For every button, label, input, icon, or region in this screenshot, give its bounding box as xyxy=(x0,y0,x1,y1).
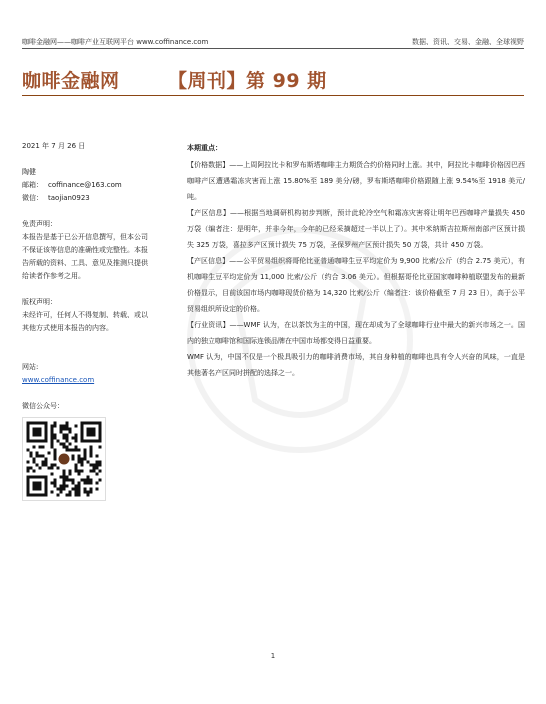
paragraph-origin-info-2: 【产区信息】——公平贸易组织将哥伦比亚普通咖啡生豆平均定价为 9,900 比索/公斤（约合 2.75 美元），有机咖啡生豆平均定价为 11,000 比索/公斤（约合 3.06 美元）。但根据哥伦比亚国家咖啡种植联盟发布的最新价格显示，目前该国市场内咖啡现货价格为 14,320 比索/公斤（编者注：该价格截至 7 月 23 日），高于公平贸易组织所设定的价格。 xyxy=(187,257,525,313)
header-right-text: 数据、资讯、交易、金融、全球视野 xyxy=(412,38,524,46)
email-row xyxy=(22,179,148,192)
disclaimer-text: 本报告是基于已公开信息撰写，但本公司不保证该等信息的准确性或完整性。本报告所载的资料、工具、意见及推测只提供给读者作参考之用。 xyxy=(22,233,148,280)
paragraph-origin-info-1: 【产区信息】——根据当地调研机构初步判断，预计此轮冷空气和霜冻灾害将让明年巴西咖啡产量损失 450 万袋（编者注：是明年，并非今年，今年的已经采摘超过一半以上了）。其中米纳斯吉拉斯州南部产区预计损失 325 万袋，喜拉多产区预计损失 75 万袋，圣保罗州产区预计损失 50 万袋，共计 450 万袋。 xyxy=(187,209,525,249)
paragraph-industry-news: 【行业资讯】——WMF 认为，在以茶饮为主的中国，现在却成为了全球咖啡行业中最大的新兴市场之一。国内的独立咖啡馆和国际连锁品牌在中国市场都变得日益重要。 xyxy=(187,321,525,345)
main-content xyxy=(187,140,525,381)
paragraph-wmf: WMF 认为，中国不仅是一个极具吸引力的咖啡消费市场，其自身种植的咖啡也具有令人兴奋的风味，一直是其他著名产区同时拼配的选择之一。 xyxy=(187,353,525,377)
title-divider xyxy=(22,95,524,96)
wechat-account-label: 微信公众号： xyxy=(22,402,64,410)
website-link[interactable]: www.coffinance.com xyxy=(22,376,95,384)
qr-code xyxy=(22,417,106,501)
email-label: 邮箱： xyxy=(22,181,43,189)
sidebar xyxy=(22,140,148,501)
qr-code-image xyxy=(23,418,105,500)
contact-name: 陶健 xyxy=(22,168,36,176)
brand-title: 咖啡金融网 xyxy=(22,70,120,92)
page-number: 1 xyxy=(270,652,276,660)
copyright-title: 版权声明： xyxy=(22,298,57,306)
header-divider xyxy=(22,48,524,49)
email-value: coffinance@163.com xyxy=(48,181,122,189)
disclaimer-title: 免责声明： xyxy=(22,220,57,228)
issue-title: 【周刊】第 99 期 xyxy=(168,70,327,92)
paragraph-price-data: 【价格数据】——上周阿拉比卡和罗布斯塔咖啡主力期货合约价格同时上涨。其中，阿拉比卡咖啡价格因巴西咖啡产区遭遇霜冻灾害而上涨 15.80%至 189 美分/磅，罗布斯塔咖啡价格跟随上涨 9.54%至 1918 美元/吨。 xyxy=(187,161,525,201)
wechat-value: taojian0923 xyxy=(48,194,90,202)
wechat-label: 微信： xyxy=(22,194,43,202)
website-label: 网站: xyxy=(22,363,39,371)
copyright-text: 未经许可，任何人不得复制、转载、或以其他方式使用本报告的内容。 xyxy=(22,311,148,332)
header-left-text: 咖啡金融网——咖啡产业互联网平台 www.coffinance.com xyxy=(22,38,209,46)
report-date: 2021 年 7 月 26 日 xyxy=(22,142,86,150)
section-heading: 本期重点： xyxy=(187,144,222,152)
wechat-row xyxy=(22,192,148,205)
